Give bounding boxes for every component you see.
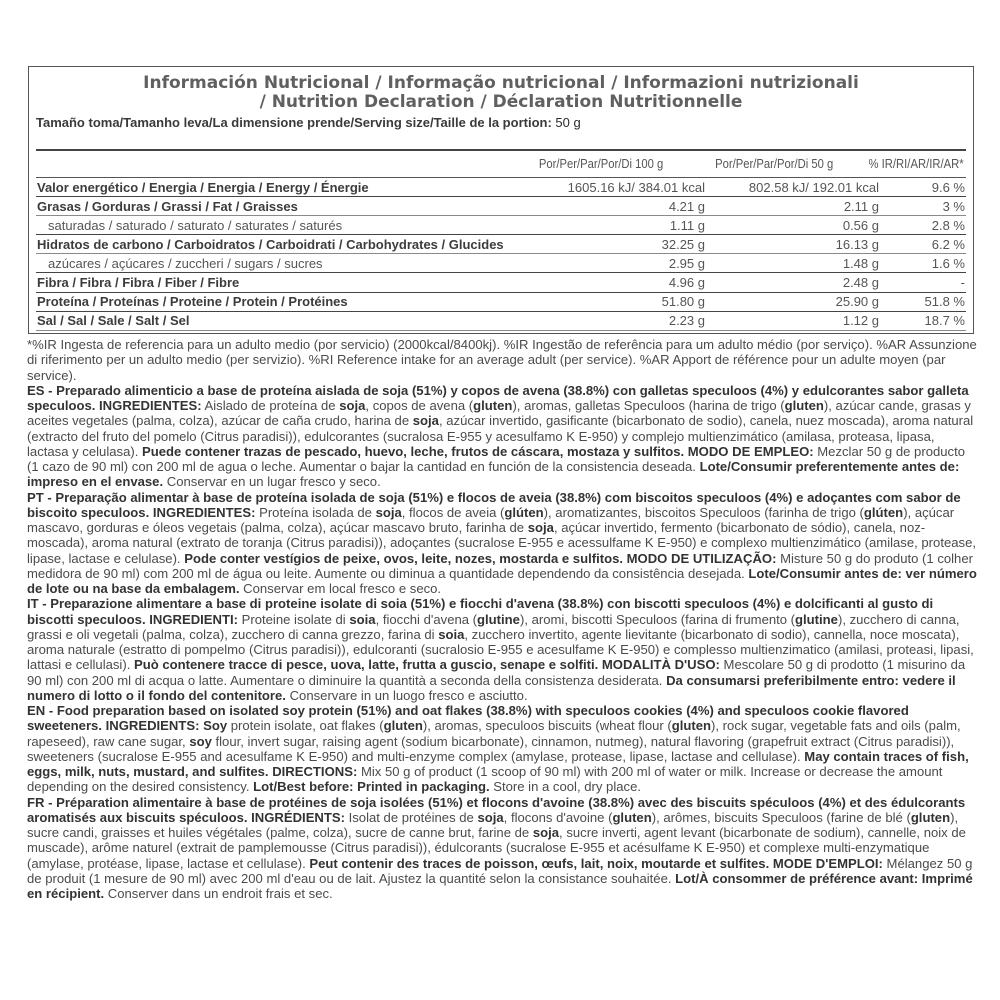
text-segment: Store in a cool, dry place. <box>489 779 641 795</box>
text-segment: ), rock sugar, vegetable fats and oils (palm, rapeseed), raw cane sugar, <box>27 718 961 749</box>
paragraph-fr <box>27 795 977 902</box>
nutrition-table <box>36 178 966 331</box>
value-per-50g: 802.58 kJ/ 192.01 kcal <box>707 178 881 197</box>
nutrient-name: Proteína / Proteínas / Proteine / Protein / Protéines <box>36 292 520 311</box>
ingredients-text <box>27 337 977 901</box>
page-title <box>29 74 973 112</box>
value-per-100g: 1605.16 kJ/ 384.01 kcal <box>520 178 707 197</box>
text-segment: Mezclar 50 g de producto (1 cazo de 90 ml) con 200 ml de agua o leche. Aumentar o bajar la cantidad en función de la consistencia deseada. <box>27 443 966 474</box>
reference-intake-value: - <box>881 273 966 292</box>
text-segment: ES - Preparado alimenticio a base de proteína aislada de soja (51%) y copos de avena (38.8%) con galletas speculoos (4%) y edulcorantes sabor galleta speculoos. INGREDIENTES: <box>27 382 969 413</box>
table-row <box>36 273 966 292</box>
value-per-100g: 2.23 g <box>520 311 707 330</box>
text-segment: Conservare in un luogo fresco e asciutto. <box>285 687 528 703</box>
table-row <box>36 197 966 216</box>
text-segment: soja <box>339 398 366 413</box>
reference-intake-value: 18.7 % <box>881 311 966 330</box>
text-segment: ), arômes, biscuits Speculoos (farine de blé ( <box>651 809 911 825</box>
text-segment: Isolat de protéines de <box>344 809 478 825</box>
paragraph-pt <box>27 490 977 597</box>
reference-intake-value: 1.6 % <box>881 254 966 273</box>
text-segment: glúten <box>504 504 544 520</box>
nutrition-panel <box>28 66 974 334</box>
text-segment: Proteine isolate di <box>237 611 350 627</box>
value-per-100g: 1.11 g <box>520 216 707 235</box>
text-segment: Mix 50 g of product (1 scoop of 90 ml) with 200 ml of water or milk. Increase or decrease the amount depending on the desired consistency. <box>27 764 943 795</box>
column-header-per-50g: Por/Per/Par/Por/Di 50 g <box>714 157 833 171</box>
reference-intake-value: 51.8 % <box>881 292 966 311</box>
text-segment: May contain traces of fish, eggs, milk, nuts, mustard, and sulfites. DIRECTIONS: <box>27 748 969 779</box>
nutrient-name: Hidratos de carbono / Carboidratos / Carboidrati / Carbohydrates / Glucides <box>36 235 520 254</box>
value-per-100g: 2.95 g <box>520 254 707 273</box>
text-segment: , copos de avena ( <box>365 398 474 413</box>
text-segment: glutine <box>795 611 838 627</box>
text-segment: gluten <box>910 809 951 825</box>
table-row <box>36 311 966 330</box>
text-segment: , açúcar invertido, fermento (bicarbonato de sódio), canela, noz-moscada), aroma natural (extrato de toranja (Citrus paradisi)), adoçantes (sucralose E-955 e acessulfame K E-950) e complexo multienzimático (amilase, protease, lipase, lactase e celulase). <box>27 520 976 566</box>
text-segment: ), zucchero di canna, grassi e oli vegetali (palma, colza), zucchero di canna grezzo, farina di <box>27 611 960 642</box>
reference-intake-footnote <box>27 337 977 383</box>
value-per-50g: 0.56 g <box>707 216 881 235</box>
text-segment: , azúcar invertido, gasificante (bicarbonato de sodio), canela, nuez moscada), aroma natural (extracto del fruto del pomelo (Citrus paradisi)), edulcorantes (sucralosa E-955 y acesulfamo K E-950) y complejo multienzimático (amilasa, proteasa, lipasa, lactasa y celulasa). <box>27 413 974 459</box>
text-segment: ), azúcar cande, grasas y aceites vegetales (palma, colza), azúcar de caña crudo, harina de <box>27 398 971 429</box>
nutrient-name: Sal / Sal / Sale / Salt / Sel <box>36 311 520 330</box>
table-row <box>36 216 966 235</box>
table-row <box>36 178 966 197</box>
text-segment: , zucchero invertito, agente lievitante (bicarbonato di sodio), cannella, noce moscata), aroma naturale (estratto di pompelmo (Citrus paradisi)), edulcoranti (sucralosio E-955 e acesulfame K E-950) e complesso multienzimatico (amilasi, proteasi, lipasi, lattasi e cellulasi). <box>27 626 974 673</box>
nutrient-name: Fibra / Fibra / Fibra / Fiber / Fibre <box>36 273 520 292</box>
text-segment: Lot/Best before: Printed in packaging. <box>253 779 490 795</box>
text-segment: gluten <box>612 809 652 825</box>
value-per-50g: 25.90 g <box>707 292 881 311</box>
text-segment: Mélangez 50 g de produit (1 mesure de 90 ml) avec 200 ml d'eau ou de lait. Ajustez la quantité selon la consistance souhaitée. <box>27 855 973 886</box>
text-segment: EN - Food preparation based on isolated soy protein (51%) and oat flakes (38.8%) with speculoos cookies (4%) and speculoos cookie flavored sweeteners. INGREDIENTS: Soy <box>27 703 909 734</box>
text-segment: glúten <box>863 504 904 520</box>
value-per-50g: 2.48 g <box>707 273 881 292</box>
title-line-1: Información Nutricional / Informação nutricional / Informazioni nutrizionali <box>143 73 859 93</box>
text-segment: , flocons d'avoine ( <box>503 809 613 825</box>
text-segment: soy <box>189 733 212 749</box>
text-segment: Pode conter vestígios de peixe, ovos, leite, nozes, mostarda e sulfitos. MODO DE UTILIZAÇÃO: <box>184 550 777 566</box>
column-header-reference-intake: % IR/RI/AR/IR/AR* <box>868 157 964 171</box>
text-segment: soia <box>349 611 376 627</box>
text-segment: ), aromas, galletas Speculoos (harina de trigo ( <box>512 398 785 413</box>
text-segment: Può contenere tracce di pesce, uova, latte, frutta a guscio, senape e solfiti. MODALITÀ D'USO: <box>133 657 720 673</box>
value-per-50g: 1.12 g <box>707 311 881 330</box>
text-segment: soja <box>527 520 554 535</box>
table-top-divider <box>36 149 966 151</box>
text-segment: Misture 50 g do produto (1 colher medidora de 90 ml) com 200 ml de água ou leite. Aumente ou diminua a quantidade dependendo da consistência desejada. <box>27 550 973 581</box>
text-segment: Peut contenir des traces de poisson, œufs, lait, noix, moutarde et sulfites. MODE D'EMPLOI: <box>309 855 883 871</box>
value-per-100g: 32.25 g <box>520 235 707 254</box>
text-segment: , fiocchi d'avena ( <box>375 611 478 627</box>
paragraph-en <box>27 703 977 795</box>
text-segment: PT - Preparação alimentar à base de proteína isolada de soja (51%) e flocos de aveia (38.8%) com biscoitos speculoos (4%) e adoçantes com sabor de biscoito speculoos. INGREDIENTES: <box>27 489 961 520</box>
text-segment: Puede contener trazas de pescado, huevo, leche, frutos de cáscara, mostaza y sulfitos. MODO DE EMPLEO: <box>142 443 814 459</box>
paragraph-it <box>27 596 977 703</box>
value-per-100g: 51.80 g <box>520 292 707 311</box>
value-per-50g: 1.48 g <box>707 254 881 273</box>
text-segment: Lote/Consumir preferentemente antes de: impreso en el envase. <box>27 459 960 490</box>
table-row <box>36 292 966 311</box>
text-segment: FR - Préparation alimentaire à base de protéines de soja isolées (51%) et flocons d'avoine (38.8%) avec des biscuits spéculoos (4%) et des édulcorants aromatisés aux biscuits spéculoos. INGRÉDIENTS: <box>27 794 966 825</box>
text-segment: soia <box>438 626 465 642</box>
serving-size-label: Tamaño toma/Tamanho leva/La dimensione prende/Serving size/Taille de la portion: <box>36 115 552 130</box>
text-segment: , sucre inverti, agent levant (bicarbonate de sodium), cannelle, noix de muscade), arôme naturel (extrait de pamplemousse (Citrus paradisi)), édulcorants (sucralose E-955 et acésulfame K E-950) et complexe multi-enzymatique (amylase, protéase, lipase, lactase et cellulase). <box>27 825 966 871</box>
value-per-100g: 4.96 g <box>520 273 707 292</box>
reference-intake-value: 3 % <box>881 197 966 216</box>
table-row <box>36 254 966 273</box>
text-segment: Proteína isolada de <box>255 504 376 520</box>
text-segment: ), aromatizantes, biscoitos Speculoos (farinha de trigo ( <box>543 504 864 520</box>
value-per-100g: 4.21 g <box>520 197 707 216</box>
text-segment: ), aromas, speculoos biscuits (wheat flour ( <box>422 718 672 734</box>
text-segment: gluten <box>784 398 824 413</box>
text-segment: *%IR Ingesta de referencia para un adulto medio (por servicio) (2000kcal/8400kj). %IR Ingestão de referência para um adulto médio (por serviço). %AR Assunzione di riferimento per un adulto medio (per servizio). %RI Reference intake for an average adult (per service). %AR Apport de référence pour un adulte moyen (par service). <box>27 337 977 383</box>
text-segment: , flocos de aveia ( <box>401 504 505 520</box>
text-segment: ), açúcar mascavo, gorduras e óleos vegetais (palma, colza), açúcar mascavo bruto, farinha de <box>27 504 955 535</box>
text-segment: Conserver dans un endroit frais et sec. <box>104 886 333 901</box>
table-row <box>36 235 966 254</box>
text-segment: glutine <box>477 611 520 627</box>
text-segment: gluten <box>671 718 712 734</box>
title-line-2: / Nutrition Declaration / Déclaration Nutritionnelle <box>259 92 743 112</box>
reference-intake-value: 9.6 % <box>881 178 966 197</box>
reference-intake-value: 6.2 % <box>881 235 966 254</box>
text-segment: Lot/À consommer de préférence avant: Imprimé en récipient. <box>27 870 973 901</box>
text-segment: IT - Preparazione alimentare a base di proteine isolate di soia (51%) e fiocchi d'avena (38.8%) con biscotti speculoos (4%) e dolcificanti al gusto di biscotti speculoos. INGREDIENTI: <box>27 596 934 627</box>
value-per-50g: 2.11 g <box>707 197 881 216</box>
text-segment: Conservar em local fresco e seco. <box>239 581 442 596</box>
nutrient-name: saturadas / saturado / saturato / saturates / saturés <box>36 216 520 235</box>
text-segment: protein isolate, oat flakes ( <box>227 718 384 734</box>
text-segment: soja <box>412 413 439 429</box>
paragraph-es <box>27 383 977 490</box>
text-segment: flour, invert sugar, raising agent (sodium bicarbonate), cinnamon, nutmeg), natural flavoring (grapefruit extract (Citrus paradisi)), sweeteners (sucralose E-955 and acesulfame K E-950) and multi-enzyme complex (amylase, protease, lipase, lactase and cellulase). <box>27 733 955 764</box>
reference-intake-value: 2.8 % <box>881 216 966 235</box>
nutrient-name: Valor energético / Energia / Energia / Energy / Énergie <box>36 178 520 197</box>
value-per-50g: 16.13 g <box>707 235 881 254</box>
text-segment: Lote/Consumir antes de: ver número de lote ou na base da embalagem. <box>27 565 977 596</box>
nutrient-name: Grasas / Gorduras / Grassi / Fat / Graisses <box>36 197 520 216</box>
text-segment: Da consumarsi preferibilmente entro: vedere il numero di lotto o il fondo del contenitore. <box>27 672 956 703</box>
text-segment: gluten <box>473 398 513 413</box>
column-header-per-100g: Por/Per/Par/Por/Di 100 g <box>538 157 663 171</box>
serving-size <box>36 115 581 130</box>
text-segment: soja <box>532 825 560 840</box>
text-segment: soja <box>477 809 504 825</box>
serving-size-value: 50 g <box>555 115 581 130</box>
text-segment: ), aromi, biscotti Speculoos (farina di frumento ( <box>519 611 796 627</box>
text-segment: Conservar en un lugar fresco y seco. <box>163 474 381 490</box>
text-segment: ), sucre candi, graisses et huiles végétales (palme, colza), sucre de canne brut, farine de <box>27 809 959 840</box>
text-segment: soja <box>375 504 402 520</box>
text-segment: Aislado de proteína de <box>201 398 340 413</box>
nutrient-name: azúcares / açúcares / zuccheri / sugars / sucres <box>36 254 520 273</box>
text-segment: Mescolare 50 g di prodotto (1 misurino da 90 ml) con 200 ml di acqua o latte. Aumentare o diminuire la quantità a seconda della consistenza desiderata. <box>27 657 966 688</box>
text-segment: gluten <box>383 718 423 734</box>
